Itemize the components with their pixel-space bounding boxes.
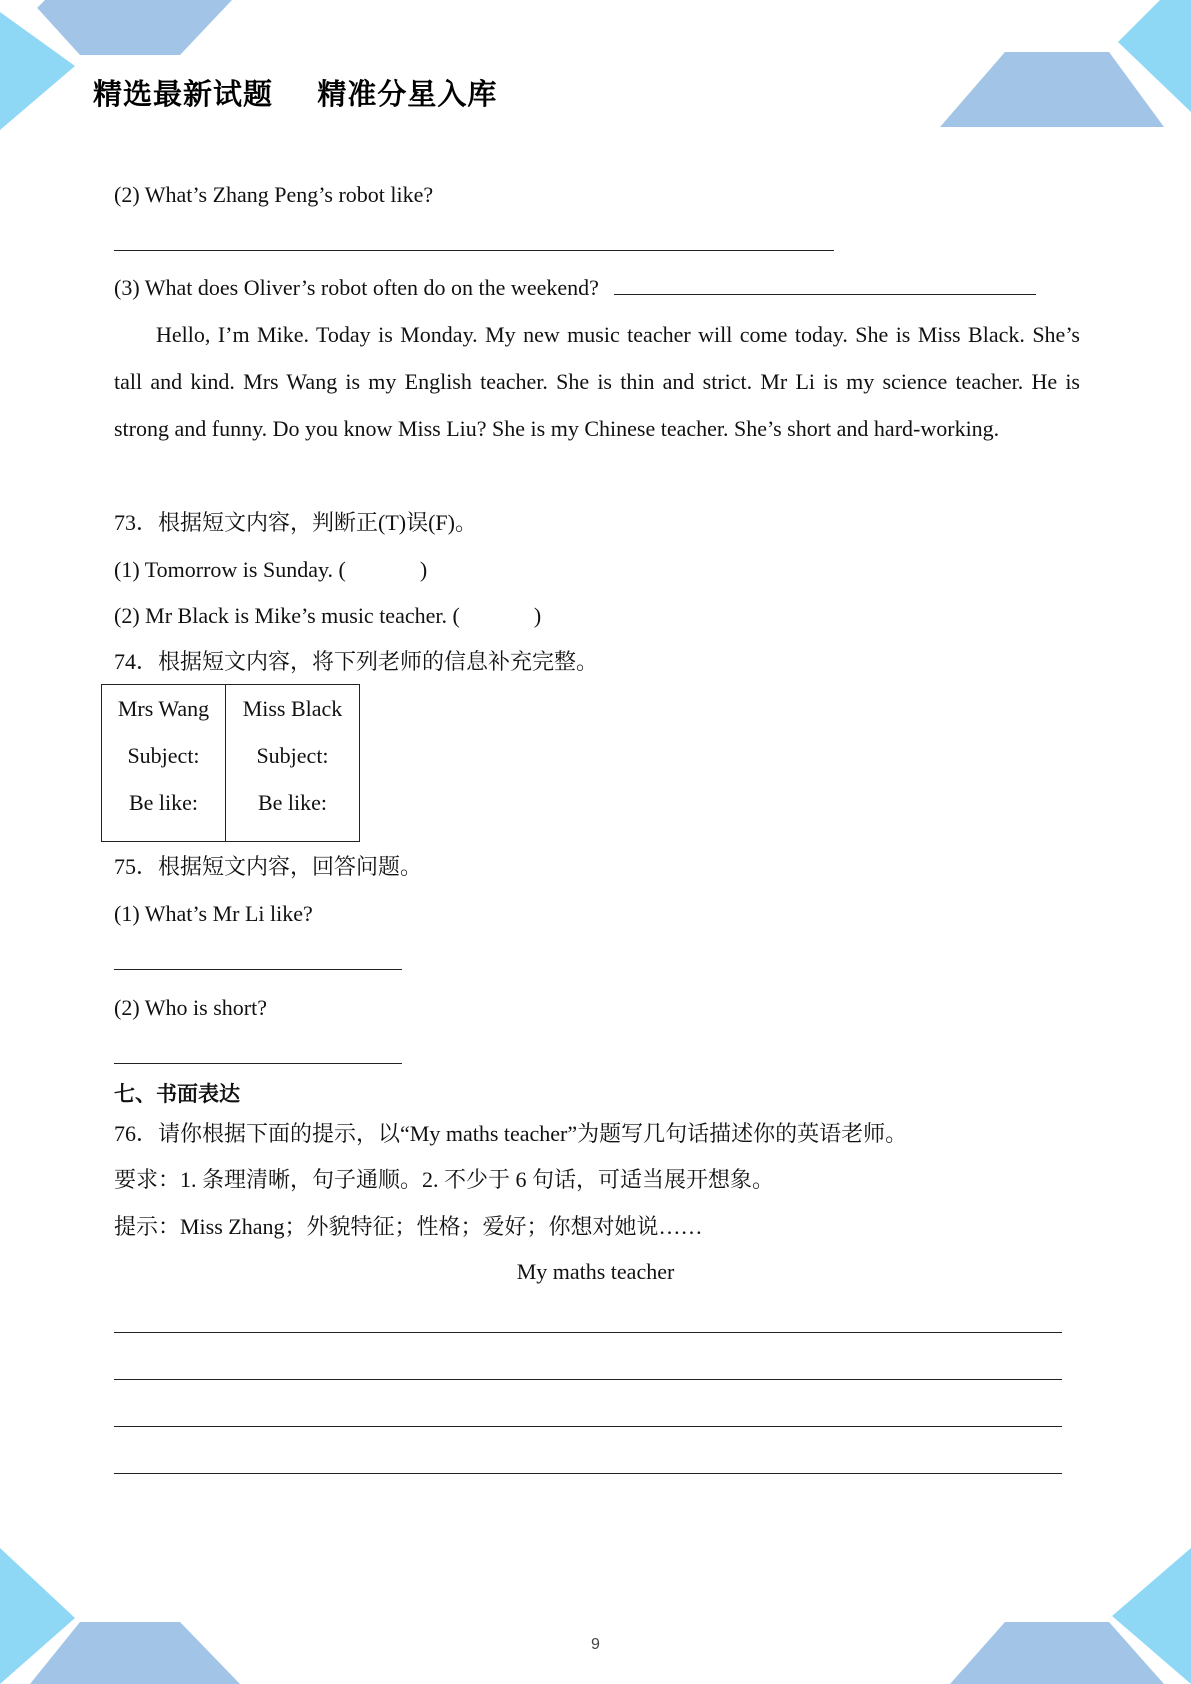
teacher-info-table [101,684,360,842]
be-like-label: Be like: [128,790,199,815]
q73-item-2: (2) Mr Black is Mike’s music teacher. ( [114,603,460,628]
q74-prompt: 74．根据短文内容，将下列老师的信息补充完整。 [114,649,599,674]
essay-title: My maths teacher [516,1259,675,1284]
table-cell-miss-black [226,685,360,842]
q72-item-3: (3) What does Oliver’s robot often do on the weekend? [114,275,599,300]
page-number: 9 [591,1636,600,1653]
reading-passage: Hello, I’m Mike. Today is Monday. My new music teacher will come today. She is Miss Black. She’s tall and kind. Mrs Wang is my English teacher. She is thin and strict. Mr Li is my science teacher. He is strong and funny. Do you know Miss Liu? She is my Chinese teacher. She’s short and hard-working. [114,322,1080,441]
subject-label: Subject: [256,743,329,768]
answer-line [114,969,402,970]
header-title: 精选最新试题 精准分星入库 [93,77,498,111]
writing-line [114,1426,1062,1427]
answer-blank [614,294,1036,295]
q73-item-2-row [114,602,541,630]
q72-item-3-row [114,274,1036,302]
q73-item-1: (1) Tomorrow is Sunday. ( [114,557,346,582]
q75-item-2: (2) Who is short? [114,995,267,1020]
q72-item-2: (2) What’s Zhang Peng’s robot like? [114,182,434,207]
subject-label: Subject: [127,743,200,768]
q76-requirements: 要求：1. 条理清晰，句子通顺。2. 不少于 6 句话，可适当展开想象。 [114,1167,775,1192]
q75-item-1: (1) What’s Mr Li like? [114,901,313,926]
writing-line [114,1473,1062,1474]
q73-prompt: 73．根据短文内容，判断正(T)误(F)。 [114,510,477,535]
q75-prompt: 75．根据短文内容，回答问题。 [114,854,423,879]
teacher-name: Mrs Wang [117,696,210,721]
section-heading: 七、书面表达 [114,1082,240,1106]
answer-line [114,1063,402,1064]
answer-line [114,250,834,251]
table-cell-mrs-wang [102,685,226,842]
q73-item-1-row [114,556,427,584]
writing-line [114,1379,1062,1380]
top-left-trapezoid [30,0,232,55]
q76-prompt: 76．请你根据下面的提示，以“My maths teacher”为题写几句话描述你的英语老师。 [114,1121,908,1146]
teacher-name: Miss Black [242,696,343,721]
writing-line [114,1332,1062,1333]
close-paren: ) [419,557,428,582]
close-paren: ) [533,603,542,628]
q76-hint: 提示：Miss Zhang；外貌特征；性格；爱好；你想对她说…… [114,1214,703,1239]
top-right-trapezoid [940,52,1164,127]
be-like-label: Be like: [257,790,328,815]
